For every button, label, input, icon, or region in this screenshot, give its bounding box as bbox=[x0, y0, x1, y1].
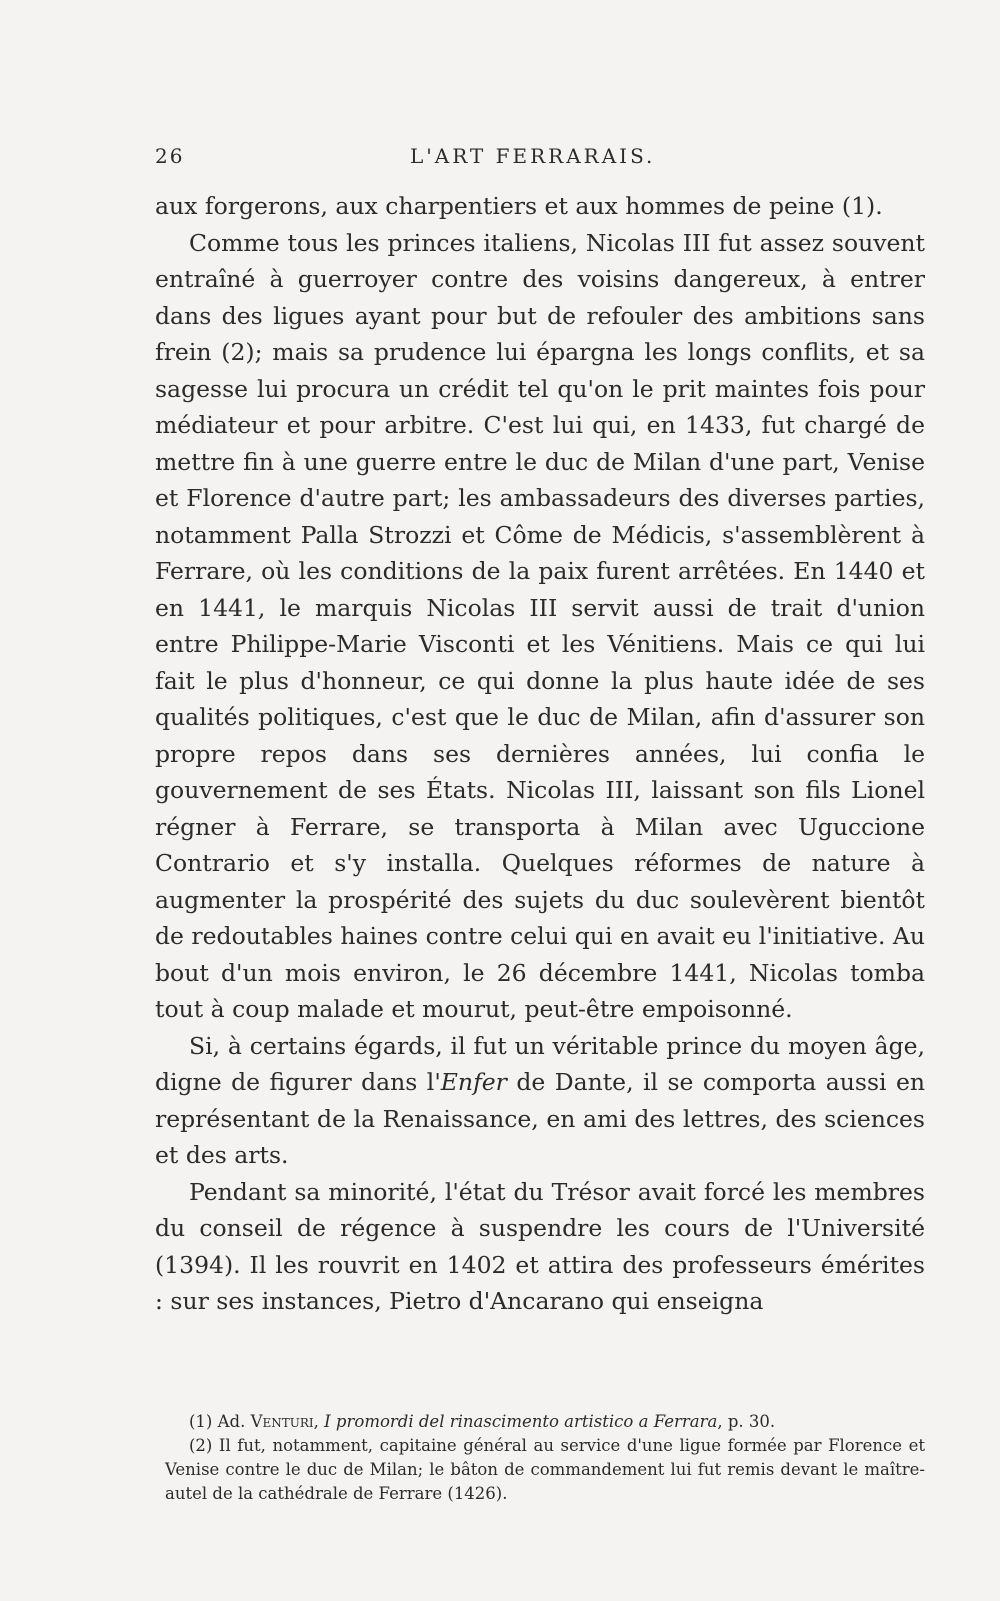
footnote-1-title: I promordi del rinascimento artistico a Ferrara bbox=[324, 1412, 718, 1431]
page-number: 26 bbox=[155, 144, 185, 168]
body-text bbox=[155, 188, 925, 1320]
paragraph-3 bbox=[155, 1028, 925, 1174]
footnote-1-author: Venturi bbox=[250, 1412, 314, 1431]
paragraph-3-text-a: Si, à certains égards, il fut un véritable prince du moyen âge, digne de figurer dans l' bbox=[155, 1031, 925, 1096]
footnote-1 bbox=[165, 1410, 925, 1434]
footnotes bbox=[165, 1410, 925, 1506]
footnote-1-mark: (1) Ad. bbox=[189, 1412, 251, 1431]
running-title: L'ART FERRARAIS. bbox=[410, 144, 656, 168]
footnote-1-sep: , bbox=[313, 1412, 325, 1431]
footnote-1-tail: , p. 30. bbox=[717, 1412, 776, 1431]
enfer-title: Enfer bbox=[440, 1068, 507, 1096]
paragraph-2: Comme tous les princes italiens, Nicolas III fut assez souvent entraîné à guerroyer contre des voisins dangereux, à entrer dans des ligues ayant pour but de refouler des ambitions sans frein (2); mais sa prudence lui épargna les longs conflits, et sa sagesse lui procura un crédit tel qu'on le prit maintes fois pour médiateur et pour arbitre. C'est lui qui, en 1433, fut chargé de mettre fin à une guerre entre le duc de Milan d'une part, Venise et Florence d'autre part; les ambassadeurs des diverses parties, notamment Palla Strozzi et Côme de Médicis, s'assemblèrent à Ferrare, où les conditions de la paix furent arrêtées. En 1440 et en 1441, le marquis Nicolas III servit aussi de trait d'union entre Philippe-Marie Visconti et les Vénitiens. Mais ce qui lui fait le plus d'honneur, ce qui donne la plus haute idée de ses qualités politiques, c'est que le duc de Milan, afin d'assurer son propre repos dans ses dernières années, lui confia le gouvernement de ses États. Nicolas III, laissant son fils Lionel régner à Ferrare, se transporta à Milan avec Uguccione Contrario et s'y installa. Quelques réformes de nature à augmenter la prospérité des sujets du duc soulevèrent bientôt de redoutables haines contre celui qui en avait eu l'initiative. Au bout d'un mois environ, le 26 décembre 1441, Nicolas tomba tout à coup malade et mourut, peut-être empoisonné. bbox=[155, 228, 925, 1023]
footnote-2: (2) Il fut, notamment, capitaine général au service d'une ligue formée par Florence et Venise contre le duc de Milan; le bâton de commandement lui fut remis devant le maître-autel de la cathédrale de Ferrare (1426). bbox=[165, 1436, 925, 1503]
page-header bbox=[150, 138, 930, 178]
paragraph-1: aux forgerons, aux charpentiers et aux hommes de peine (1). bbox=[155, 192, 883, 220]
paragraph-3-text-b: de Dante, il se comporta aussi en représentant de la Renaissance, en ami des lettres, des sciences et des arts. bbox=[155, 1068, 925, 1169]
paragraph-4: Pendant sa minorité, l'état du Trésor avait forcé les membres du conseil de régence à suspendre les cours de l'Université (1394). Il les rouvrit en 1402 et attira des professeurs émérites : sur ses instances, Pietro d'Ancarano qui enseigna bbox=[155, 1177, 925, 1315]
